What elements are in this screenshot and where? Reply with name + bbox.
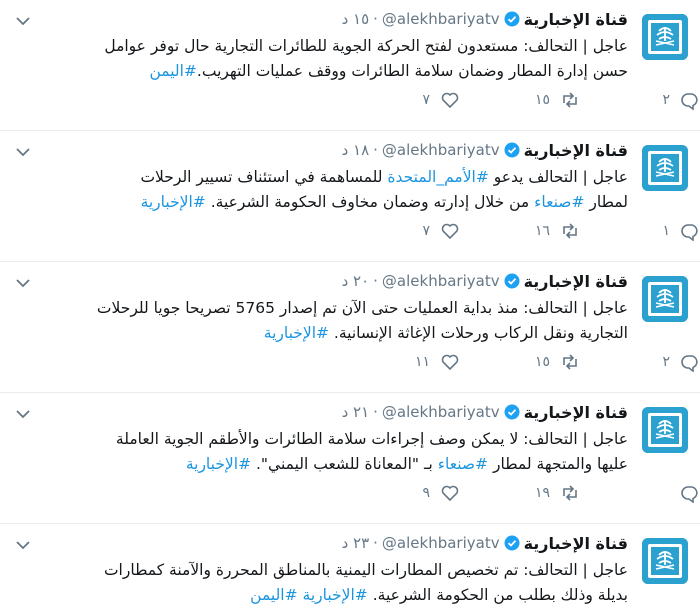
avatar[interactable] <box>642 538 688 584</box>
tweet-text <box>14 427 628 479</box>
verified-badge-icon <box>504 404 520 420</box>
tweet-text-line <box>14 190 628 215</box>
tweet-text-segment: عاجل | التحالف: منذ بداية العمليات حتى الآن تم إصدار 5765 تصريحا جويا للرحلات <box>96 299 628 317</box>
tweet[interactable] <box>0 524 700 614</box>
tweet-actions <box>340 350 700 374</box>
tweet-text-segment: لمطار <box>584 193 628 211</box>
tweet-timestamp[interactable]: ٢١ د <box>341 403 370 421</box>
tweet-text <box>14 34 628 86</box>
tweet-text-segment: عليها والمتجهة لمطار <box>488 455 628 473</box>
tweet-timestamp[interactable]: ٢٠ د <box>341 272 370 290</box>
hashtag-link[interactable]: #الأمم_المتحدة <box>387 168 489 186</box>
tweet-content <box>14 399 628 479</box>
tweet-actions <box>340 481 700 505</box>
alekhbariya-logo-icon <box>642 145 688 191</box>
tweet-text-line <box>14 59 628 84</box>
hashtag-link[interactable]: #الإخبارية <box>302 586 368 604</box>
hashtag-link[interactable]: #الإخبارية <box>263 324 329 342</box>
tweet-content <box>14 6 628 86</box>
chevron-down-icon[interactable] <box>14 143 32 161</box>
tweet-text-segment: عاجل | التحالف: تم تخصيص المطارات اليمنية بالمناطق المحررة والآمنة كمطارات <box>103 561 628 579</box>
separator-dot: · <box>373 10 378 28</box>
avatar[interactable] <box>642 145 688 191</box>
account-handle[interactable]: @alekhbariyatv <box>381 403 500 421</box>
heart-icon <box>440 221 460 241</box>
tweet[interactable] <box>0 393 700 524</box>
tweet-text-line <box>14 583 628 608</box>
hashtag-link[interactable]: #اليمن <box>149 62 197 80</box>
reply-icon <box>680 483 700 503</box>
tweet[interactable] <box>0 262 700 393</box>
hashtag-link[interactable]: #صنعاء <box>534 193 585 211</box>
avatar[interactable] <box>642 407 688 453</box>
verified-badge-icon <box>504 535 520 551</box>
separator-dot: · <box>373 534 378 552</box>
retweet-count: ١٥ <box>534 354 550 370</box>
tweet-header <box>14 399 628 425</box>
reply-count: ٢ <box>662 354 670 370</box>
account-handle[interactable]: @alekhbariyatv <box>381 10 500 28</box>
reply-button[interactable] <box>580 90 700 110</box>
reply-count: ٢ <box>662 92 670 108</box>
tweet[interactable] <box>0 131 700 262</box>
tweet-text-segment: حسن إدارة المطار وضمان سلامة الطائرات ووقف عمليات التهريب. <box>196 62 628 80</box>
tweet-header <box>14 6 628 32</box>
retweet-icon <box>560 352 580 372</box>
like-button[interactable] <box>340 483 460 503</box>
tweet-text-line <box>14 34 628 59</box>
tweet-text-segment: عاجل | التحالف: لا يمكن وصف إجراءات سلامة الطائرات والأطقم الجوية العاملة <box>115 430 628 448</box>
retweet-count: ١٦ <box>534 223 550 239</box>
chevron-down-icon[interactable] <box>14 405 32 423</box>
chevron-down-icon[interactable] <box>14 274 32 292</box>
chevron-down-icon[interactable] <box>14 12 32 30</box>
tweet-timestamp[interactable]: ١٥ د <box>341 10 370 28</box>
tweet-text-segment: للمساهمة في استئناف تسيير الرحلات <box>140 168 388 186</box>
hashtag-link[interactable]: #الإخبارية <box>185 455 252 473</box>
retweet-button[interactable] <box>460 90 580 110</box>
like-count: ٧ <box>422 223 430 239</box>
tweet[interactable] <box>0 0 700 131</box>
chevron-down-icon[interactable] <box>14 536 32 554</box>
verified-badge-icon <box>504 11 520 27</box>
heart-icon <box>440 483 460 503</box>
tweet-actions <box>340 219 700 243</box>
tweet-actions <box>340 88 700 112</box>
tweet-content <box>14 530 628 610</box>
account-name[interactable]: قناة الإخبارية <box>523 271 628 291</box>
account-handle[interactable]: @alekhbariyatv <box>381 272 500 290</box>
hashtag-link[interactable]: #الإخبارية <box>140 193 206 211</box>
reply-icon <box>680 221 700 241</box>
tweet-content <box>14 137 628 217</box>
verified-badge-icon <box>504 142 520 158</box>
heart-icon <box>440 90 460 110</box>
retweet-count: ١٥ <box>534 92 550 108</box>
tweet-text-line <box>14 165 628 190</box>
like-count: ١١ <box>414 354 430 370</box>
alekhbariya-logo-icon <box>642 407 688 453</box>
like-count: ٧ <box>422 92 430 108</box>
retweet-button[interactable] <box>460 352 580 372</box>
retweet-button[interactable] <box>460 221 580 241</box>
tweet-text-line <box>14 558 628 583</box>
separator-dot: · <box>373 141 378 159</box>
separator-dot: · <box>373 272 378 290</box>
tweet-text <box>14 165 628 217</box>
tweet-text-segment: بـ "المعاناة للشعب اليمني". <box>251 455 438 473</box>
account-name[interactable]: قناة الإخبارية <box>523 140 628 160</box>
separator-dot: · <box>373 403 378 421</box>
verified-badge-icon <box>504 273 520 289</box>
tweet-content <box>14 268 628 348</box>
avatar[interactable] <box>642 14 688 60</box>
tweet-text-line <box>14 321 628 346</box>
tweet-text-line <box>14 452 628 477</box>
reply-count: ١ <box>662 223 670 239</box>
retweet-icon <box>560 221 580 241</box>
retweet-icon <box>560 90 580 110</box>
reply-button[interactable] <box>580 483 700 503</box>
tweet-text <box>14 296 628 348</box>
retweet-icon <box>560 483 580 503</box>
reply-icon <box>680 352 700 372</box>
like-count: ٩ <box>422 485 430 501</box>
hashtag-link[interactable]: #اليمن <box>250 586 298 604</box>
reply-button[interactable] <box>580 221 700 241</box>
tweet-header <box>14 530 628 556</box>
account-handle[interactable]: @alekhbariyatv <box>381 141 500 159</box>
alekhbariya-logo-icon <box>642 14 688 60</box>
tweet-text-segment: عاجل | التحالف يدعو <box>488 168 628 186</box>
alekhbariya-logo-icon <box>642 538 688 584</box>
tweet-timestamp[interactable]: ١٨ د <box>341 141 370 159</box>
tweet-text-line <box>14 296 628 321</box>
like-button[interactable] <box>340 352 460 372</box>
reply-button[interactable] <box>580 352 700 372</box>
tweet-text-line <box>14 427 628 452</box>
tweet-text-segment: التجارية ونقل الركاب ورحلات الإغاثة الإنسانية. <box>329 324 628 342</box>
alekhbariya-logo-icon <box>642 276 688 322</box>
tweet-text-segment: عاجل | التحالف: مستعدون لفتح الحركة الجوية للطائرات التجارية حال توفر عوامل <box>104 37 628 55</box>
tweet-timestamp[interactable]: ٢٣ د <box>341 534 370 552</box>
account-name[interactable]: قناة الإخبارية <box>523 402 628 422</box>
account-handle[interactable]: @alekhbariyatv <box>381 534 500 552</box>
account-name[interactable]: قناة الإخبارية <box>523 533 628 553</box>
like-button[interactable] <box>340 221 460 241</box>
account-name[interactable]: قناة الإخبارية <box>523 9 628 29</box>
heart-icon <box>440 352 460 372</box>
like-button[interactable] <box>340 90 460 110</box>
tweet-header <box>14 268 628 294</box>
retweet-button[interactable] <box>460 483 580 503</box>
tweet-text <box>14 558 628 610</box>
tweet-text-segment: من خلال إدارته وضمان مخاوف الحكومة الشرعية. <box>205 193 535 211</box>
avatar[interactable] <box>642 276 688 322</box>
retweet-count: ١٩ <box>534 485 550 501</box>
hashtag-link[interactable]: #صنعاء <box>437 455 489 473</box>
tweet-header <box>14 137 628 163</box>
reply-icon <box>680 90 700 110</box>
tweet-text-segment: بديلة وذلك بطلب من الحكومة الشرعية. <box>367 586 628 604</box>
